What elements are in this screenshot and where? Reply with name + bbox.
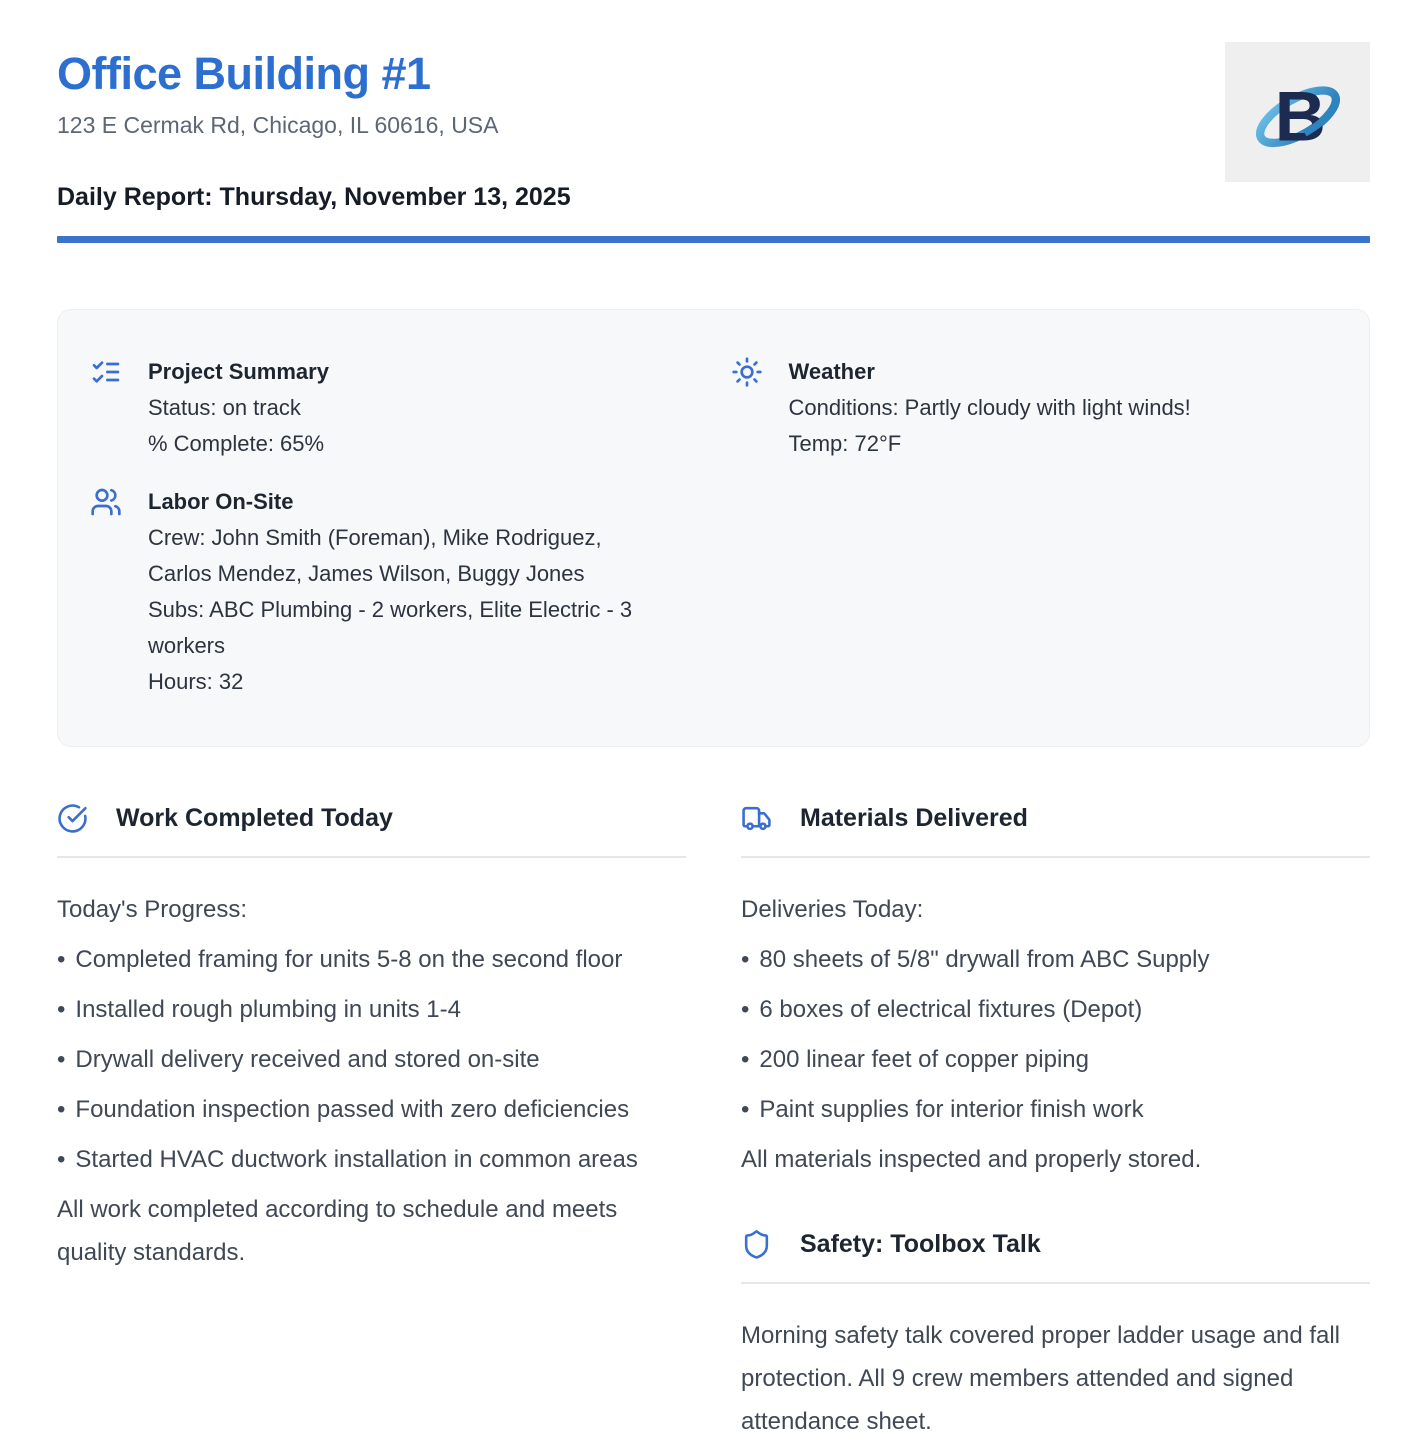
right-column [741, 803, 1370, 1443]
weather-lines [789, 390, 1191, 462]
bullet-dot: • [741, 1096, 750, 1123]
safety-divider [741, 1282, 1370, 1284]
bullet-dot: • [741, 1046, 750, 1073]
work-bullet-text: Drywall delivery received and stored on-site [75, 1046, 540, 1073]
work-completed-section [57, 803, 686, 1443]
materials-bullet-item [741, 938, 1370, 981]
company-logo [1225, 42, 1370, 182]
project-summary-lines [148, 390, 329, 462]
svg-text:B: B [1274, 77, 1326, 157]
materials-bullet-list [741, 938, 1370, 1131]
summary-card-right-column [731, 354, 1336, 700]
report-body-columns [57, 803, 1370, 1443]
labor-line: Crew: John Smith (Foreman), Mike Rodriguez, Carlos Mendez, James Wilson, Buggy Jones [148, 525, 602, 586]
materials-header [741, 803, 1370, 834]
materials-bullet-text: 200 linear feet of copper piping [759, 1046, 1089, 1073]
materials-divider [741, 856, 1370, 858]
page-title: Office Building #1 [57, 48, 431, 99]
work-bullet-item [57, 1088, 686, 1131]
work-bullet-item [57, 988, 686, 1031]
check-circle-icon [57, 803, 88, 834]
header-text [57, 40, 571, 212]
labor-text [148, 484, 668, 700]
materials-delivered-section [741, 803, 1370, 1181]
work-bullet-text: Completed framing for units 5-8 on the second floor [75, 946, 623, 973]
labor-lines [148, 520, 668, 700]
work-completed-title: Work Completed Today [116, 804, 393, 832]
labor-line: Hours: 32 [148, 669, 244, 694]
weather-line: Temp: 72°F [788, 431, 902, 456]
materials-bullet-item [741, 1088, 1370, 1131]
summary-card [57, 309, 1370, 747]
bullet-dot: • [57, 1046, 66, 1073]
materials-bullet-text: 80 sheets of 5/8" drywall from ABC Supply [759, 946, 1210, 973]
materials-outro: All materials inspected and properly stored. [741, 1146, 1202, 1173]
project-address: 123 E Cermak Rd, Chicago, IL 60616, USA [57, 112, 499, 138]
sun-icon [731, 356, 763, 388]
work-intro: Today's Progress: [57, 896, 247, 923]
header-divider [57, 236, 1370, 243]
report-header [57, 40, 1370, 212]
safety-section [741, 1229, 1370, 1443]
shield-icon [741, 1229, 772, 1260]
work-bullet-item [57, 1138, 686, 1181]
safety-title: Safety: Toolbox Talk [800, 1230, 1041, 1258]
work-completed-divider [57, 856, 686, 858]
bullet-dot: • [57, 996, 66, 1023]
materials-bullet-item [741, 1038, 1370, 1081]
work-bullet-list [57, 938, 686, 1181]
work-outro: All work completed according to schedule and meets quality standards. [57, 1196, 618, 1266]
report-date-title: Daily Report: Thursday, November 13, 2025 [57, 183, 571, 211]
users-icon [90, 486, 122, 518]
weather-text [789, 354, 1191, 462]
summary-line: % Complete: 65% [148, 431, 325, 456]
materials-bullet-item [741, 988, 1370, 1031]
materials-bullet-text: Paint supplies for interior finish work [759, 1096, 1144, 1123]
bullet-dot: • [741, 996, 750, 1023]
materials-title: Materials Delivered [800, 804, 1028, 832]
work-completed-header [57, 803, 686, 834]
labor-block [90, 484, 695, 700]
checklist-icon [90, 356, 122, 388]
bullet-dot: • [741, 946, 750, 973]
weather-line: Conditions: Partly cloudy with light winds! [788, 395, 1191, 420]
work-bullet-item [57, 938, 686, 981]
bullet-dot: • [57, 1096, 66, 1123]
bullet-dot: • [57, 1146, 66, 1173]
logo-b-swoosh-icon [1239, 53, 1357, 171]
project-summary-text [148, 354, 329, 462]
work-bullet-text: Started HVAC ductwork installation in common areas [75, 1146, 638, 1173]
work-bullet-text: Foundation inspection passed with zero deficiencies [75, 1096, 630, 1123]
safety-body: Morning safety talk covered proper ladder usage and fall protection. All 9 crew members attended and signed attendance sheet. [741, 1322, 1341, 1435]
materials-intro: Deliveries Today: [741, 896, 924, 923]
labor-title: Labor On-Site [148, 489, 294, 514]
labor-line: Subs: ABC Plumbing - 2 workers, Elite Electric - 3 workers [148, 597, 633, 658]
truck-icon [741, 803, 772, 834]
summary-card-left-column [90, 354, 695, 700]
work-bullet-item [57, 1038, 686, 1081]
weather-title: Weather [788, 359, 875, 384]
safety-header [741, 1229, 1370, 1260]
project-summary-title: Project Summary [148, 359, 329, 384]
bullet-dot: • [57, 946, 66, 973]
work-bullet-text: Installed rough plumbing in units 1-4 [75, 996, 461, 1023]
weather-block [731, 354, 1336, 462]
summary-line: Status: on track [148, 395, 301, 420]
materials-bullet-text: 6 boxes of electrical fixtures (Depot) [759, 996, 1143, 1023]
project-summary-block [90, 354, 695, 462]
